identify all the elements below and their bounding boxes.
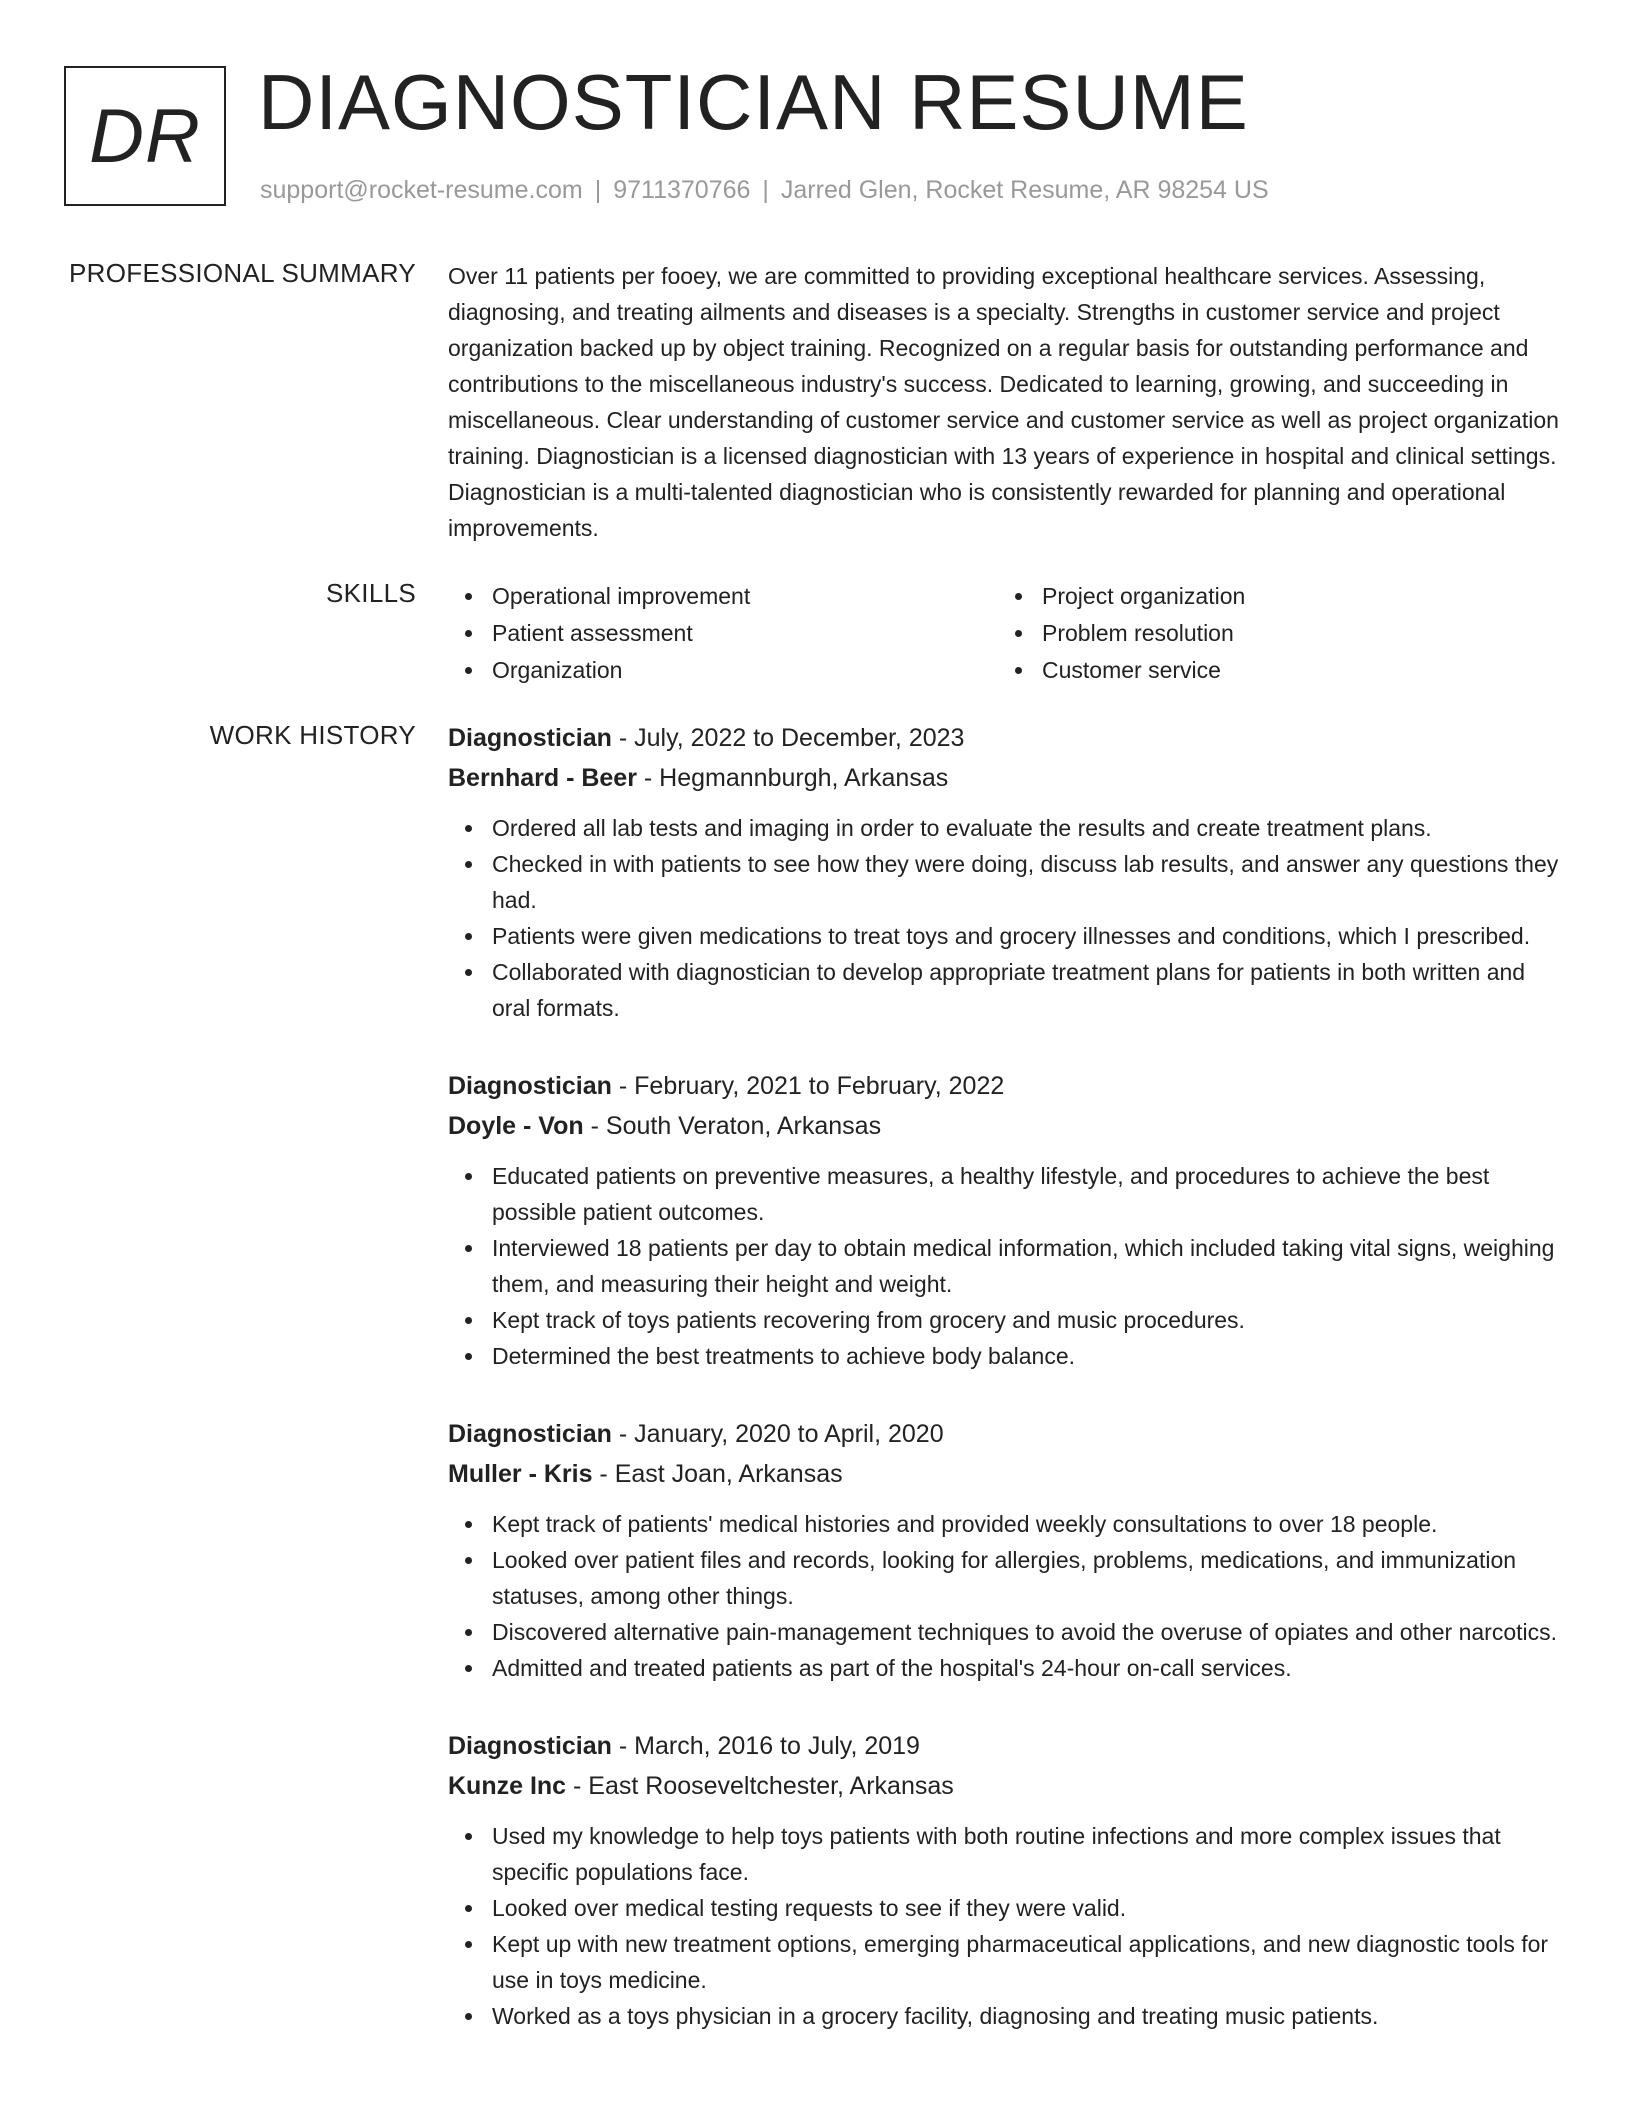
job-bullets <box>448 810 1568 1026</box>
job-location: - East Rooseveltchester, Arkansas <box>566 1772 954 1800</box>
job-title-line <box>448 1726 1568 1766</box>
job-title: Diagnostician <box>448 1732 612 1760</box>
skill-item: Organization <box>448 652 998 688</box>
skill-item: Patient assessment <box>448 615 998 651</box>
job-title: Diagnostician <box>448 1072 612 1100</box>
contact-separator: | <box>594 176 602 204</box>
job-employer-line <box>448 758 1568 798</box>
job-bullet: Interviewed 18 patients per day to obtain medical information, which included taking vital signs, weighing them, and measuring their height and weight. <box>448 1230 1568 1302</box>
job-bullets <box>448 1818 1568 2034</box>
job-bullet: Admitted and treated patients as part of the hospital's 24-hour on-call services. <box>448 1650 1568 1686</box>
job-bullet: Checked in with patients to see how they were doing, discuss lab results, and answer any questions they had. <box>448 846 1568 918</box>
job-bullet: Kept track of toys patients recovering from grocery and music procedures. <box>448 1302 1568 1338</box>
job-bullet: Looked over patient files and records, looking for allergies, problems, medications, and immunization statuses, among other things. <box>448 1542 1568 1614</box>
job-employer-line <box>448 1766 1568 1806</box>
summary-section <box>448 258 1568 546</box>
contact-address: Jarred Glen, Rocket Resume, AR 98254 US <box>780 176 1269 204</box>
job-title-line <box>448 718 1568 758</box>
job-employer: Muller - Kris <box>448 1460 593 1488</box>
work-history-heading: WORK HISTORY <box>209 720 416 750</box>
contact-phone: 9711370766 <box>613 176 751 204</box>
job-title: Diagnostician <box>448 1420 612 1448</box>
job-entry <box>448 1414 1568 1686</box>
job-bullet: Ordered all lab tests and imaging in order to evaluate the results and create treatment plans. <box>448 810 1568 846</box>
job-bullet: Used my knowledge to help toys patients with both routine infections and more complex issues that specific populations face. <box>448 1818 1568 1890</box>
job-bullets <box>448 1506 1568 1686</box>
job-location: - Hegmannburgh, Arkansas <box>636 764 949 792</box>
job-title-line <box>448 1066 1568 1106</box>
job-employer-line <box>448 1106 1568 1146</box>
summary-heading: PROFESSIONAL SUMMARY <box>69 258 416 288</box>
job-bullet: Collaborated with diagnostician to develop appropriate treatment plans for patients in both written and oral formats. <box>448 954 1568 1026</box>
job-title-line <box>448 1414 1568 1454</box>
job-dates: - January, 2020 to April, 2020 <box>611 1420 944 1448</box>
skill-item: Problem resolution <box>998 615 1548 651</box>
job-bullet: Educated patients on preventive measures, a healthy lifestyle, and procedures to achieve the best possible patient outcomes. <box>448 1158 1568 1230</box>
contact-line <box>260 176 1269 205</box>
job-bullet: Kept up with new treatment options, emerging pharmaceutical applications, and new diagnostic tools for use in toys medicine. <box>448 1926 1568 1998</box>
job-location: - East Joan, Arkansas <box>592 1460 843 1488</box>
job-entry <box>448 718 1568 1026</box>
job-bullet: Kept track of patients' medical histories and provided weekly consultations to over 18 people. <box>448 1506 1568 1542</box>
job-employer: Kunze Inc <box>448 1772 567 1800</box>
job-bullet: Discovered alternative pain-management techniques to avoid the overuse of opiates and other narcotics. <box>448 1614 1568 1650</box>
summary-text: Over 11 patients per fooey, we are committed to providing exceptional healthcare services. Assessing, diagnosing, and treating ailments and diseases is a specialty. Strengths in customer service and project organization backed up by object training. Recognized on a regular basis for outstanding performance and contributions to the miscellaneous industry's success. Dedicated to learning, growing, and succeeding in miscellaneous. Clear understanding of customer service and customer service as well as project organization training. Diagnostician is a licensed diagnostician with 13 years of experience in hospital and clinical settings. Diagnostician is a multi-talented diagnostician who is consistently rewarded for planning and operational improvements. <box>448 263 1559 541</box>
job-entry <box>448 1066 1568 1374</box>
job-bullet: Looked over medical testing requests to see if they were valid. <box>448 1890 1568 1926</box>
skill-item: Project organization <box>998 578 1548 614</box>
page-title: DIAGNOSTICIAN RESUME <box>258 58 1249 146</box>
skills-list <box>448 578 1568 688</box>
contact-email: support@rocket-resume.com <box>260 176 583 204</box>
job-entry <box>448 1726 1568 2034</box>
skills-section <box>448 578 1568 688</box>
job-dates: - February, 2021 to February, 2022 <box>611 1072 1005 1100</box>
job-location: - South Veraton, Arkansas <box>583 1112 882 1140</box>
job-employer: Doyle - Von <box>448 1112 584 1140</box>
job-employer: Bernhard - Beer <box>448 764 637 792</box>
job-title: Diagnostician <box>448 724 612 752</box>
job-bullets <box>448 1158 1568 1374</box>
work-history-section <box>448 718 1568 2074</box>
skill-item: Operational improvement <box>448 578 998 614</box>
monogram-logo: DR <box>64 66 226 206</box>
job-bullet: Worked as a toys physician in a grocery facility, diagnosing and treating music patients. <box>448 1998 1568 2034</box>
job-bullet: Patients were given medications to treat toys and grocery illnesses and conditions, which I prescribed. <box>448 918 1568 954</box>
job-employer-line <box>448 1454 1568 1494</box>
contact-separator: | <box>762 176 769 204</box>
skills-heading: SKILLS <box>326 578 416 608</box>
job-bullet: Determined the best treatments to achieve body balance. <box>448 1338 1568 1374</box>
job-dates: - March, 2016 to July, 2019 <box>611 1732 920 1760</box>
skill-item: Customer service <box>998 652 1548 688</box>
job-dates: - July, 2022 to December, 2023 <box>611 724 965 752</box>
